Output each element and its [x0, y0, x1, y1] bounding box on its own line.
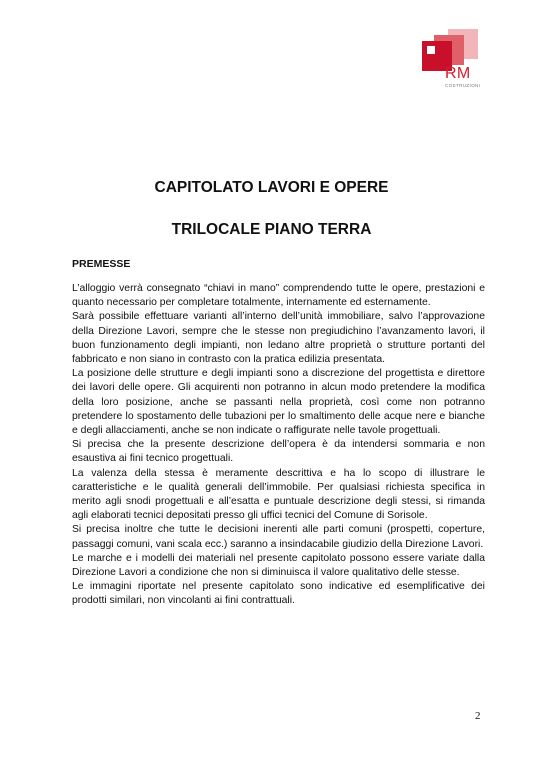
page-number: 2: [475, 710, 481, 722]
paragraph: Si precisa inoltre che tutte le decisioni inerenti alle parti comuni (prospetti, coperture, passaggi comuni, vani scala ecc.) saranno a insindacabile giudizio della Direzione Lavori.: [72, 524, 485, 550]
paragraph: Si precisa che la presente descrizione dell’opera è da intendersi sommaria e non esaustiva ai fini tecnico progettuali.: [72, 439, 485, 465]
company-logo: [418, 27, 490, 107]
paragraph: La valenza della stessa è meramente descrittiva e ha lo scopo di illustrare le caratteristiche e le qualità generali dell’immobile. Per qualsiasi richiesta specifica in merito agli snodi progettuali e all’esatta e puntuale descrizione degli stessi, si rimanda agli elaborati tecnici depositati presso gli uffici tecnici del Comune di Sorisole.: [72, 467, 485, 522]
paragraph: L’alloggio verrà consegnato “chiavi in mano” comprendendo tutte le opere, prestazioni e quanto necessario per completare totalmente, internamente ed esternamente.: [72, 283, 485, 309]
paragraph: Le immagini riportate nel presente capitolato sono indicative ed esemplificative dei prodotti similari, non vincolanti ai fini contrattuali.: [72, 581, 485, 607]
paragraph: La posizione delle strutture e degli impianti sono a discrezione del progettista e direttore dei lavori delle opere. Gli acquirenti non potranno in alcun modo pretendere la modifica della loro posizione, anche se passanti nella proprietà, così come non potranno pretendere lo spostamento delle tubazioni per lo smaltimento delle acque nere e bianche e degli allacciamenti, anche se non indicate o raffigurate nelle tavole progettuali.: [72, 368, 485, 437]
body-text: [72, 282, 485, 609]
paragraph: Le marche e i modelli dei materiali nel presente capitolato possono essere variate dalla Direzione Lavori a condizione che non si diminuisca il valore qualitativo delle stesse.: [72, 552, 485, 579]
section-heading: PREMESSE: [72, 258, 131, 270]
document-subtitle: TRILOCALE PIANO TERRA: [171, 221, 372, 238]
logo-wordmark: RM: [445, 65, 471, 82]
document-title: CAPITOLATO LAVORI E OPERE: [154, 179, 389, 196]
logo-subtitle: COSTRUZIONI: [445, 83, 481, 88]
paragraph: Sarà possibile effettuare varianti all’interno dell’unità immobiliare, salvo l’approvazione della Direzione Lavori, sempre che le stesse non pregiudichino l’avanzamento lavori, il buon funzionamento degli impianti, non ledano altre proprietà o strutture portanti del fabbricato e non siano in contrasto con la pratica edilizia presentata.: [72, 311, 485, 366]
